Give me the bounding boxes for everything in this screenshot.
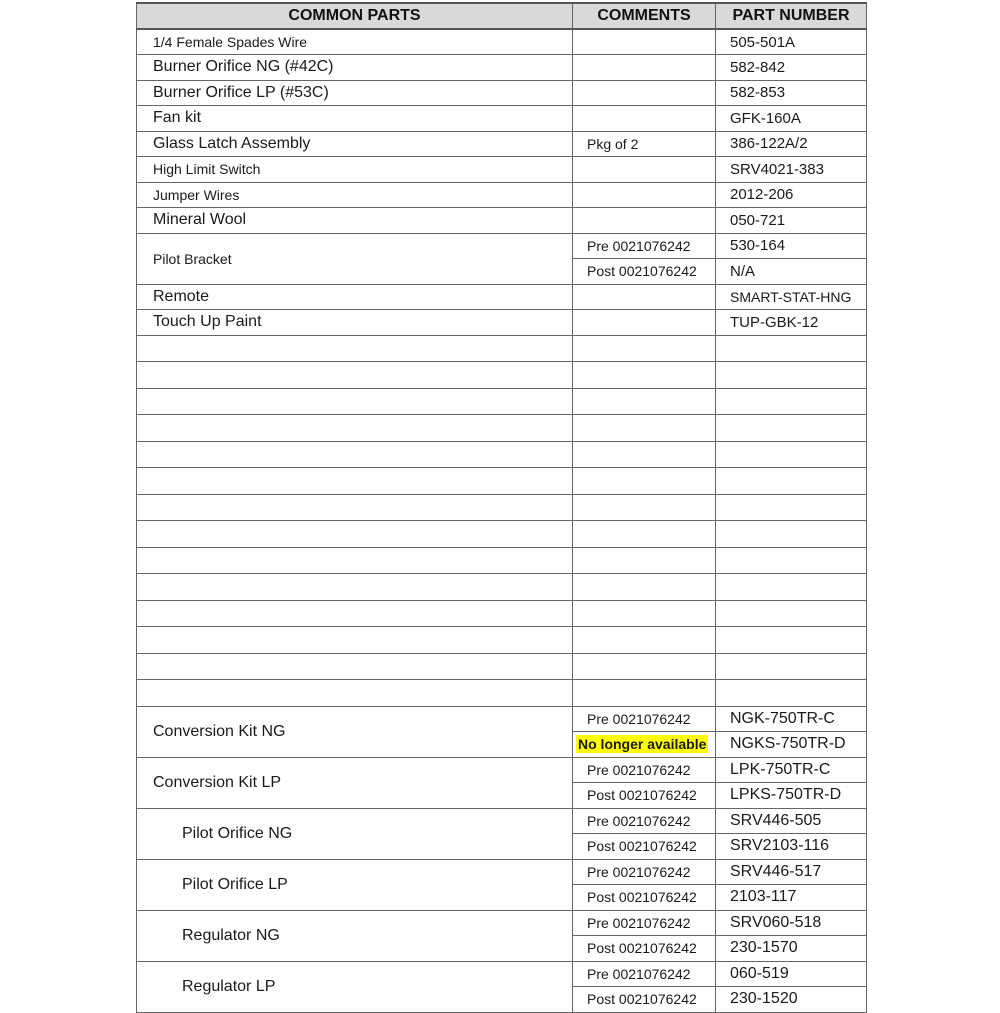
- blank-row: [137, 388, 867, 415]
- blank-cell: [573, 494, 716, 521]
- table-row: [137, 29, 867, 55]
- blank-row: [137, 441, 867, 468]
- table-row: [137, 157, 867, 183]
- part-comment: Pre 0021076242: [573, 706, 716, 732]
- part-number: NGKS-750TR-D: [716, 732, 867, 758]
- blank-cell: [137, 415, 573, 442]
- blank-cell: [716, 600, 867, 627]
- blank-cell: [573, 600, 716, 627]
- blank-cell: [716, 680, 867, 707]
- part-number: 060-519: [716, 961, 867, 987]
- part-name: Pilot Orifice NG: [137, 808, 573, 859]
- header-part-number: PART NUMBER: [716, 3, 867, 29]
- blank-row: [137, 574, 867, 601]
- part-number: 582-842: [716, 55, 867, 81]
- table-row: [137, 808, 867, 834]
- part-comment: Pre 0021076242: [573, 961, 716, 987]
- part-name: Pilot Bracket: [137, 233, 573, 284]
- blank-cell: [716, 335, 867, 362]
- part-number: 2103-117: [716, 885, 867, 911]
- part-name: Regulator NG: [137, 910, 573, 961]
- part-name: Fan kit: [137, 106, 573, 132]
- part-comment: Pre 0021076242: [573, 233, 716, 259]
- part-number: 505-501A: [716, 29, 867, 55]
- blank-row: [137, 627, 867, 654]
- table-row: [137, 859, 867, 885]
- table-row: [137, 233, 867, 259]
- blank-cell: [573, 388, 716, 415]
- blank-cell: [137, 600, 573, 627]
- part-number: 530-164: [716, 233, 867, 259]
- blank-row: [137, 362, 867, 389]
- table-row: [137, 706, 867, 732]
- blank-cell: [573, 362, 716, 389]
- blank-row: [137, 521, 867, 548]
- header-comments: COMMENTS: [573, 3, 716, 29]
- part-name: Remote: [137, 284, 573, 310]
- part-name: Touch Up Paint: [137, 310, 573, 336]
- blank-cell: [137, 388, 573, 415]
- blank-cell: [716, 388, 867, 415]
- part-number: 2012-206: [716, 182, 867, 208]
- blank-cell: [716, 547, 867, 574]
- part-name: Regulator LP: [137, 961, 573, 1012]
- part-name: Jumper Wires: [137, 182, 573, 208]
- blank-cell: [716, 441, 867, 468]
- blank-cell: [137, 494, 573, 521]
- part-name: High Limit Switch: [137, 157, 573, 183]
- part-comment: Pkg of 2: [573, 131, 716, 157]
- blank-cell: [137, 335, 573, 362]
- part-number: LPK-750TR-C: [716, 757, 867, 783]
- part-comment: Post 0021076242: [573, 936, 716, 962]
- blank-cell: [716, 494, 867, 521]
- part-number: TUP-GBK-12: [716, 310, 867, 336]
- blank-cell: [573, 521, 716, 548]
- part-number: 386-122A/2: [716, 131, 867, 157]
- blank-cell: [716, 362, 867, 389]
- no-longer-available-badge: No longer available: [578, 736, 707, 753]
- blank-cell: [573, 547, 716, 574]
- part-number: NGK-750TR-C: [716, 706, 867, 732]
- part-comment: Pre 0021076242: [573, 859, 716, 885]
- blank-cell: [573, 415, 716, 442]
- part-comment: [573, 310, 716, 336]
- part-comment: [573, 182, 716, 208]
- blank-cell: [137, 574, 573, 601]
- part-number: SRV446-517: [716, 859, 867, 885]
- blank-cell: [716, 468, 867, 495]
- part-number: SMART-STAT-HNG: [716, 284, 867, 310]
- part-number: SRV060-518: [716, 910, 867, 936]
- part-comment: Pre 0021076242: [573, 808, 716, 834]
- part-name: Mineral Wool: [137, 208, 573, 234]
- parts-table: [136, 2, 867, 1013]
- part-name: Burner Orifice LP (#53C): [137, 80, 573, 106]
- part-comment: [573, 80, 716, 106]
- part-name: 1/4 Female Spades Wire: [137, 29, 573, 55]
- blank-cell: [573, 627, 716, 654]
- blank-row: [137, 335, 867, 362]
- blank-row: [137, 468, 867, 495]
- blank-cell: [573, 441, 716, 468]
- part-number: SRV2103-116: [716, 834, 867, 860]
- blank-cell: [137, 362, 573, 389]
- blank-cell: [573, 653, 716, 680]
- part-number: 230-1520: [716, 987, 867, 1013]
- blank-cell: [573, 335, 716, 362]
- blank-row: [137, 600, 867, 627]
- table-row: [137, 910, 867, 936]
- blank-cell: [573, 468, 716, 495]
- blank-cell: [573, 680, 716, 707]
- blank-cell: [137, 680, 573, 707]
- part-comment: [573, 29, 716, 55]
- header-common-parts: COMMON PARTS: [137, 3, 573, 29]
- blank-row: [137, 415, 867, 442]
- part-comment: [573, 284, 716, 310]
- blank-cell: [137, 468, 573, 495]
- blank-row: [137, 494, 867, 521]
- part-number: 050-721: [716, 208, 867, 234]
- table-row: [137, 961, 867, 987]
- table-row: [137, 310, 867, 336]
- part-comment: Post 0021076242: [573, 834, 716, 860]
- blank-cell: [716, 415, 867, 442]
- blank-cell: [573, 574, 716, 601]
- part-name: Pilot Orifice LP: [137, 859, 573, 910]
- part-comment: [573, 106, 716, 132]
- blank-cell: [716, 574, 867, 601]
- blank-row: [137, 680, 867, 707]
- part-comment: Post 0021076242: [573, 987, 716, 1013]
- part-comment: Pre 0021076242: [573, 757, 716, 783]
- blank-cell: [137, 627, 573, 654]
- blank-cell: [137, 547, 573, 574]
- part-comment: [573, 55, 716, 81]
- part-comment: Post 0021076242: [573, 783, 716, 809]
- part-number: SRV4021-383: [716, 157, 867, 183]
- part-number: 582-853: [716, 80, 867, 106]
- blank-cell: [137, 521, 573, 548]
- part-name: Conversion Kit NG: [137, 706, 573, 757]
- part-name: Glass Latch Assembly: [137, 131, 573, 157]
- blank-cell: [716, 521, 867, 548]
- table-row: [137, 757, 867, 783]
- blank-row: [137, 547, 867, 574]
- part-number: 230-1570: [716, 936, 867, 962]
- part-number: GFK-160A: [716, 106, 867, 132]
- part-comment: Pre 0021076242: [573, 910, 716, 936]
- blank-cell: [716, 653, 867, 680]
- table-row: [137, 131, 867, 157]
- table-row: [137, 55, 867, 81]
- part-comment: [573, 157, 716, 183]
- part-name: Burner Orifice NG (#42C): [137, 55, 573, 81]
- part-name: Conversion Kit LP: [137, 757, 573, 808]
- blank-cell: [137, 441, 573, 468]
- table-row: [137, 182, 867, 208]
- table-row: [137, 106, 867, 132]
- header-row: [137, 3, 867, 29]
- part-comment: Post 0021076242: [573, 259, 716, 285]
- part-number: SRV446-505: [716, 808, 867, 834]
- table-row: [137, 80, 867, 106]
- part-comment: [573, 208, 716, 234]
- blank-cell: [716, 627, 867, 654]
- part-comment: [573, 732, 716, 758]
- part-number: N/A: [716, 259, 867, 285]
- table-row: [137, 208, 867, 234]
- part-comment: Post 0021076242: [573, 885, 716, 911]
- blank-row: [137, 653, 867, 680]
- table-row: [137, 284, 867, 310]
- blank-cell: [137, 653, 573, 680]
- part-number: LPKS-750TR-D: [716, 783, 867, 809]
